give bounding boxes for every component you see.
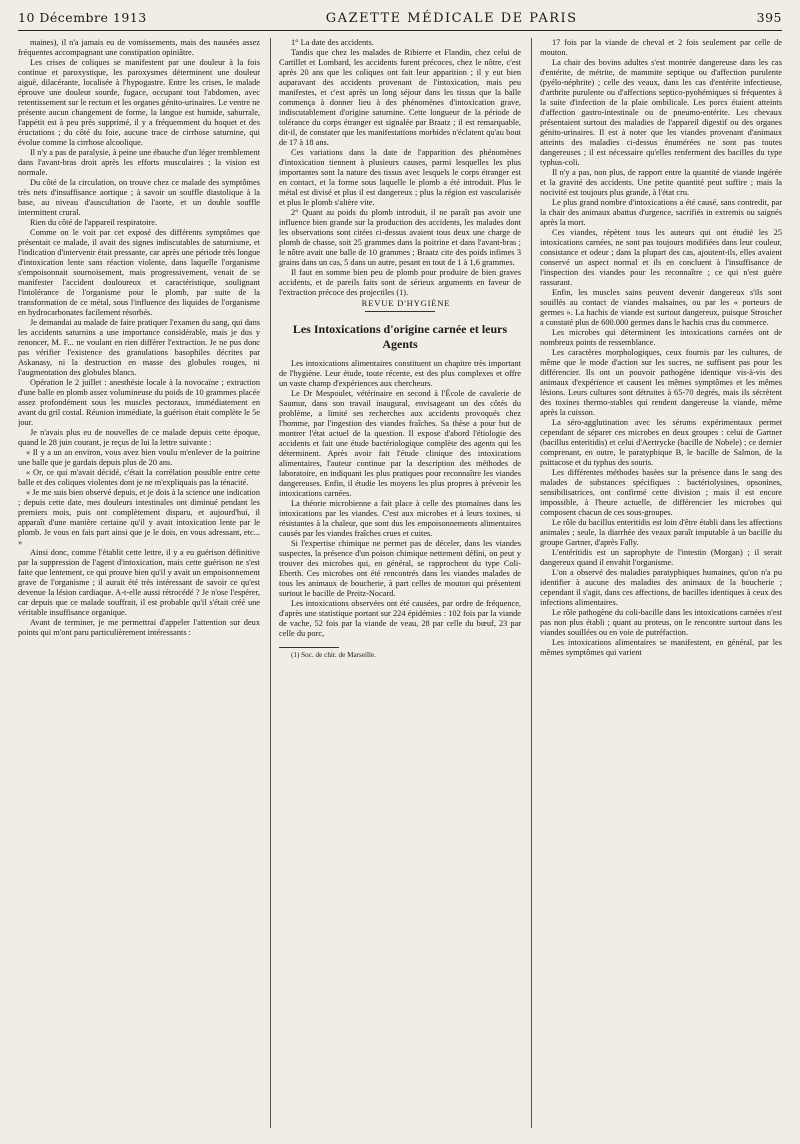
paragraph: Les différentes méthodes basées sur la présence dans le sang des malades de substances spécifiques : bactériolysines, opsonines, sensibilisatrices, ont confirmé cette division ; mais il est encore impossible, à l'heure actuelle, de différencier les microbes qui composent chacun de ces sous-groupes. [540, 468, 782, 517]
column-left [18, 38, 260, 1128]
paragraph: Rien du côté de l'appareil respiratoire. [30, 218, 158, 227]
paragraph: Le plus grand nombre d'intoxications a été causé, sans contredit, par la chair des animaux abattus d'urgence, sacrifiés in extremis ou saignés après la mort. [540, 198, 782, 227]
column-right [531, 38, 782, 1128]
paragraph: Il n'y a pas, non plus, de rapport entre la quantité de viande ingérée et la gravité des accidents. Une petite quantité peut suffire ; mais la nocivité est toujours plus grande, à l'état cru. [540, 168, 782, 197]
paragraph: L'entéritidis est un saprophyte de l'intestin (Morgan) ; il serait dangereux quand il envahit l'organisme. [540, 548, 782, 567]
columns [18, 38, 782, 1128]
paragraph: Si l'expertise chimique ne permet pas de déceler, dans les viandes suspectes, la présence d'un poison chimique nettement défini, on peut y trouver des microbes qui, en général, se rapprochent du type Coli-Eberth. Ces microbes ont été rencontrés dans les viandes malades de tous les animaux de boucherie, à part celles de mouton qui présentent surtout le bacille de Preitz-Nocard. [279, 539, 521, 598]
section-rule [365, 311, 435, 312]
page-header [18, 10, 782, 31]
paragraph: Comme on le voit par cet exposé des différents symptômes que présentait ce malade, il avait des signes indiscutables de saturnisme, et l'indication d'intervenir était pressante, car après une période très longue d'intoxication lente sans réaction violente, dans laquelle l'organisme s'empoisonnait sournoisement, mais progressivement, venait de se manifester l'accident douloureux et caractéristique, soulignant l'intolérance de l'organisme pour le plomb, par suite de la transformation de ce métal, sous l'influence des liquides de l'organisme en hydrocarbonates facilement résorbés. [18, 228, 260, 317]
paragraph: Les caractères morphologiques, ceux fournis par les cultures, de même que le mode d'action sur les sucres, ne suffisent pas pour les différencier. Ils ont un pouvoir pathogène identique vis-à-vis des animaux d'expérience et causent les mêmes symptômes et les mêmes lésions. Leurs cultures sont détruites à 65-70 degrés, mais ils sécrètent des toxines thermo-stables qui rendent dangereuse la viande, même après la cuisson. [540, 348, 782, 417]
footnote: (1) Soc. de chir. de Marseille. [291, 651, 377, 659]
paragraph: La séro-agglutination avec les sérums expérimentaux permet cependant de séparer ces microbes en deux groupes : celui de Gartner (bacillus enteritidis) et celui d'Aertrycke (bacille de Nobele) ; ce dernier comprenant, en outre, le paratyphique B, le bacille de Salmon, de la psittacose et du typhus des souris. [540, 418, 782, 467]
paragraph: 17 fois par la viande de cheval et 2 fois seulement par celle de mouton. [540, 38, 782, 57]
paragraph: « Je me suis bien observé depuis, et je dois à la science une indication ; depuis cette date, mes douleurs intestinales ont diminué pendant les premiers mois, puis ont complètement disparu, et aujourd'hui, il apparaît d'une manière certaine qu'il y avait intoxication lente par le plomb. Je vous en fais part ainsi que je le dois, en vous adressant, etc... » [18, 488, 260, 547]
paragraph: Ainsi donc, comme l'établit cette lettre, il y a eu guérison définitive par la suppression de l'agent d'intoxication, mais cette guérison ne s'est faite que lentement, ce qui prouve bien qu'il y avait un empoisonnement grave de l'organisme ; il aurait été très intéressant de savoir ce qu'est devenue la lésion cardiaque. A-t-elle aussi rétrocédé ? Je n'ose l'espérer, car depuis que ce malade souffrait, il est probable qu'il s'était créé une véritable insuffisance organique. [18, 548, 260, 617]
paragraph: Il n'y a pas de paralysie, à peine une ébauche d'un léger tremblement dans l'avant-bras droit après les efforts musculaires ; la vision est normale. [18, 148, 260, 177]
paragraph: Je demandai au malade de faire pratiquer l'examen du sang, qui dans les accidents saturnins a une importance considérable, mais je dus y renoncer, M. F... ne voulant en rien différer l'extraction. Je ne pus donc pas vérifier l'existence des granulations basophiles décrites par Askanasy, ni la destruction en masse des globules rouges, ni l'augmentation des globules blancs. [18, 318, 260, 377]
paragraph: Ces viandes, répètent tous les auteurs qui ont étudié les 25 intoxications carnées, ne sont pas toujours modifiées dans leur couleur, consistance et odeur ; dans la plupart des cas, ajoutent-ils, elles avaient conservé un aspect normal et ils en concluent à l'insuffisance de l'inspection des viandes pour les reconnaître ; ce qui n'est guère rassurant. [540, 228, 782, 287]
paragraph: Tandis que chez les malades de Ribierre et Flandin, chez celui de Cartillet et Lombard, les accidents furent précoces, chez le nôtre, c'est après 20 ans que les coliques ont fait leur apparition ; il y eut bien auparavant des accidents provenant de l'intoxication, mais peu manifestes, et c'est après un long séjour dans les tissus que la balle commença à donner lieu à des phénomènes d'intoxication grave, indiscutablement d'origine saturnine. Cette longueur de la période de tolérance du corps étranger est signalée par Braatz ; il est remarquable, dit-il, de constater que les manifestations morbides n'éclatent qu'au bout de 17 à 18 ans. [279, 48, 521, 147]
journal-title: GAZETTE MÉDICALE DE PARIS [325, 11, 578, 26]
paragraph: 1° La date des accidents. [291, 38, 374, 47]
paragraph: Les intoxications alimentaires se manifestent, en général, par les mêmes symptômes qui varient [540, 638, 782, 657]
paragraph: Les intoxications alimentaires constituent un chapitre très important de l'hygiène. Leur étude, toute récente, est des plus complexes et offre un vaste champ d'expériences aux chercheurs. [279, 359, 521, 388]
column-middle [270, 38, 521, 1128]
paragraph: « Il y a un an environ, vous avez bien voulu m'enlever de la poitrine une balle que je gardais depuis plus de 20 ans. [18, 448, 260, 467]
paragraph: Les microbes qui déterminent les intoxications carnées ont de nombreux points de ressemblance. [540, 328, 782, 347]
paragraph: Les intoxications observées ont été causées, par ordre de fréquence, d'après une statistique portant sur 224 épidémies : 102 fois par la viande de vache, 52 fois par la viande de veau, 28 par celle du bœuf, 23 par celle du porc, [279, 599, 521, 638]
hygiene-article [279, 359, 521, 639]
paragraph: L'on a observé des maladies paratyphiques humaines, qu'on n'a pu identifier à aucune des maladies des animaux de la boucherie ; cependant il s'agit, dans ces affections, de bacilles identiques à ceux des infections alimentaires. [540, 568, 782, 607]
paragraph: 2° Quant au poids du plomb introduit, il ne paraît pas avoir une influence bien grande sur la production des accidents, les malades dont les observations sont citées ci-dessus avaient tous deux une charge de plomb de chasse, soit 25 grammes dans la poitrine et dans l'avant-bras ; le nôtre avait une balle de 10 grammes ; Braatz cite des poids infimes 3 grains dans un cas, 5 dans un autre, pesant en tout de 1 à 1,6 grammes. [279, 208, 521, 267]
paragraph: Avant de terminer, je me permettrai d'appeler l'attention sur deux points qui m'ont paru particulièrement intéressants : [18, 618, 260, 637]
paragraph: « Or, ce qui m'avait décidé, c'était la corrélation possible entre cette balle et des coliques violentes dont je ne m'expliquais pas la ténacité. [18, 468, 260, 487]
paragraph: Du côté de la circulation, on trouve chez ce malade des symptômes très nets d'insuffisance aortique ; à savoir un souffle diastolique à la base, au niveau d'auscultation de l'aorte, et un double souffle intermittent crural. [18, 178, 260, 217]
paragraph: La chair des bovins adultes s'est montrée dangereuse dans les cas d'entérite, de métrite, de mammite septique ou d'affection purulente (pyélo-néphrite) ; celle des veaux, dans les cas d'entérite infectieuse, d'arthrite purulente ou d'affections septico-pyohémiques si fréquentes à la suite d'infection de la plaie ombilicale. Les porcs étaient atteints d'affection gastro-intestinale ou de pneumo-entérite. Les chevaux présentaient surtout des maladies de l'appareil digestif ou des organes génito-urinaires. Il est à noter que les viandes provenant d'animaux atteints des maladies ci-dessus énumérées ne sont pas toutes dangereuses ; il est nécessaire qu'elles renferment des bacilles du type typhus-coli. [540, 58, 782, 167]
section-heading: REVUE D'HYGIÈNE [361, 298, 451, 308]
paragraph: Enfin, les muscles sains peuvent devenir dangereux s'ils sont souillés au contact de viandes malsaines, ou par les « porteurs de germes ». La hachis de viande est surtout dangereux, puisque Stroscher a constaté plus de 600.000 germes dans le hachis crus du commerce. [540, 288, 782, 327]
issue-date: 10 Décembre 1913 [18, 10, 147, 25]
page-number: 395 [756, 10, 782, 25]
paragraph: Opération le 2 juillet : anesthésie locale à la novocaïne ; extraction d'une balle en plomb assez volumineuse du poids de 10 grammes placée assez profondément sous les muscles pectoraux, immédiatement en avant du gril costal. Réunion immédiate, la guérison était complète le 5e jour. [18, 378, 260, 427]
paragraph: Il faut en somme bien peu de plomb pour produire de bien graves accidents, et de pareils faits sont de sérieux arguments en faveur de l'extraction précoce des projectiles (1). [279, 268, 521, 297]
paragraph: Les crises de coliques se manifestent par une douleur à la fois continue et paroxystique, les paroxysmes déterminent une douleur aiguë, dilacérante, localisée à l'hypogastre. Entre les crises, le malade éprouve une douleur sourde, fugace, occupant tout l'abdomen, avec retentissement sur le rectum et les organes génito-urinaires. Le ventre ne présente aucun changement de forme, la langue est humide, saburrale, l'appétit est à peu près supprimé, il y a fréquemment du hoquet et des éructations ; du côté du foie, aucune trace de cirrhose saturnine, qui évolue comme la cirrhose alcoolique. [18, 58, 260, 147]
paragraph: Ces variations dans la date de l'apparition des phénomènes d'intoxication tiennent à plusieurs causes, parmi lesquelles les plus importantes sont la nature des tissus avec lesquels le corps étranger est en contact, et la forme sous laquelle le plomb a été introduit. Plus le métal est divisé et plus il est dangereux ; plus la région est vascularisée et plus le plomb s'altère vite. [279, 148, 521, 207]
paragraph: Je n'avais plus eu de nouvelles de ce malade depuis cette époque, quand le 28 juin courant, je reçus de lui la lettre suivante : [18, 428, 260, 447]
paragraph: La théorie microbienne a fait place à celle des ptomaïnes dans les intoxications par les viandes. C'est aux microbes et à leurs toxines, si résistantes à la chaleur, que sont dus les empoisonnements alimentaires causés par les viandes fraîches crues et cuites. [279, 499, 521, 538]
paragraph: Le rôle pathogène du coli-bacille dans les intoxications carnées n'est pas non plus établi ; quant au proteus, on le rencontre surtout dans les viandes souillées ou en voie de putréfaction. [540, 608, 782, 637]
footnote-rule [279, 647, 339, 648]
article-title: Les Intoxications d'origine carnée et leurs Agents [292, 322, 508, 351]
paragraph: Le Dr Mespoulet, vétérinaire en second à l'École de cavalerie de Saumur, dans son travail inaugural, envisageant un des côtés du problème, a limité ses recherches aux accidents provoqués chez l'homme, par l'ingestion des viandes fraîches. Sa thèse a pour but de montrer l'état actuel de la question. Il expose d'abord l'étiologie des accidents et fait une étude bactériologique complète des agents qui les déterminent. Après avoir fait l'étude clinique des intoxications alimentaires, l'auteur continue par la description des méthodes de laboratoire, en indiquant les plus pratiques pour reconnaître les viandes dangereuses. Enfin, il étudie les moyens les plus propres à prévenir les intoxications carnées. [279, 389, 521, 498]
paragraph: Le rôle du bacillus enteritidis est loin d'être établi dans les affections animales ; seule, la diarrhée des veaux paraît imputable à un bacille du groupe Gartner, d'après Fally. [540, 518, 782, 547]
paragraph: maines), il n'a jamais eu de vomissements, mais des nausées assez fréquentes accompagnant une constipation opiniâtre. [18, 38, 260, 57]
continued-article [279, 38, 521, 298]
